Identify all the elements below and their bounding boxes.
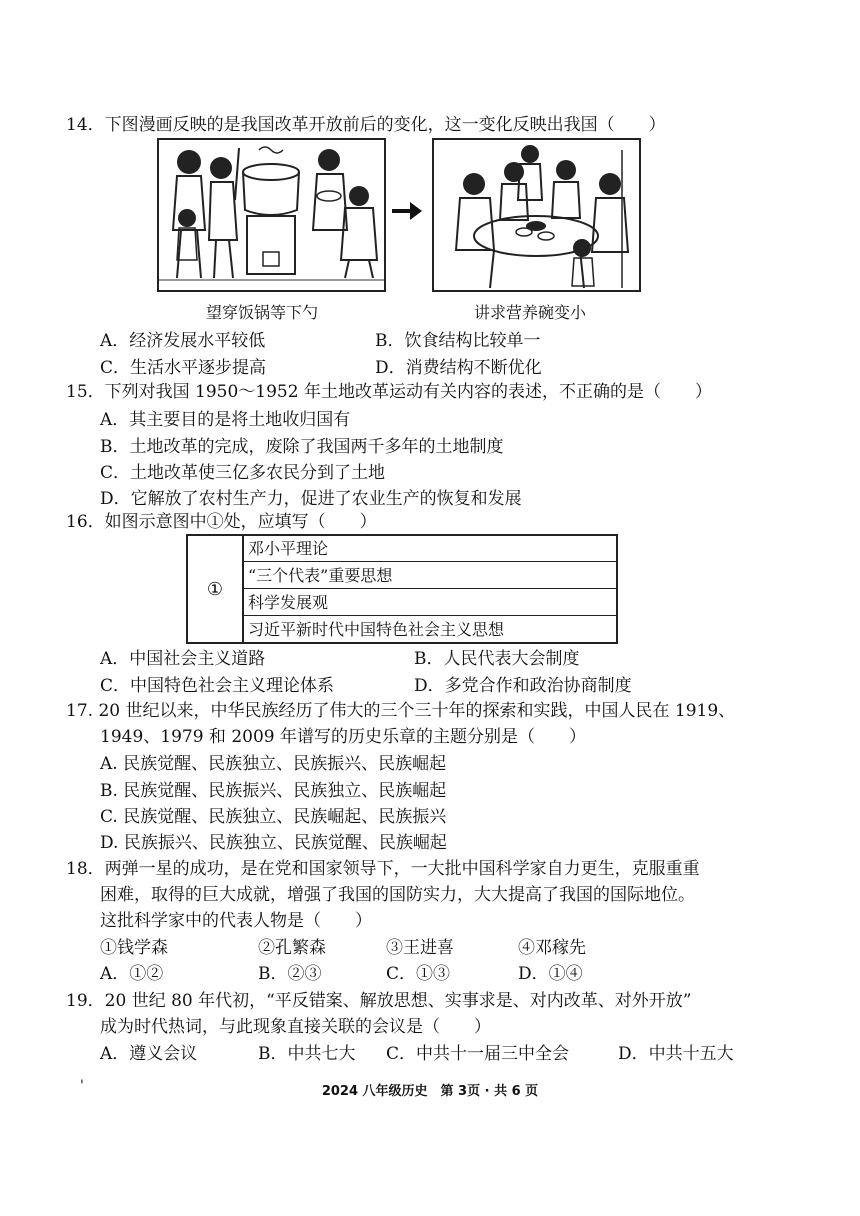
q18-option-b[interactable]: B．②③: [258, 964, 322, 984]
q15-option-a[interactable]: A．其主要目的是将土地收归国有: [100, 410, 351, 430]
q18-stem-line-3: 这批科学家中的代表人物是（ ）: [100, 911, 372, 931]
q18-item-4: ④邓稼先: [518, 938, 586, 958]
diagram-row: 习近平新时代中国特色社会主义思想: [248, 620, 505, 639]
q17-option-a[interactable]: A. 民族觉醒、民族独立、民族振兴、民族崛起: [100, 754, 447, 774]
q19-option-a[interactable]: A．遵义会议: [100, 1044, 198, 1064]
q14-option-d[interactable]: D．消费结构不断优化: [375, 358, 542, 378]
diagram-row: 邓小平理论: [244, 536, 616, 562]
q17-stem-line-2: 1949、1979 和 2009 年谱写的历史乐章的主题分别是（ ）: [100, 727, 587, 747]
q19-option-d[interactable]: D．中共十五大: [618, 1044, 734, 1064]
q17-option-b[interactable]: B. 民族觉醒、民族振兴、民族独立、民族崛起: [100, 781, 447, 801]
q15-option-c[interactable]: C．土地改革使三亿多农民分到了土地: [100, 463, 386, 483]
q18-stem-line-2: 困难，取得的巨大成就，增强了我国的国防实力，大大提高了我国的国际地位。: [100, 885, 695, 905]
q18-stem-line-1: 18．两弹一星的成功，是在党和国家领导下，一大批中国科学家自力更生，克服重重: [66, 859, 700, 879]
q19-stem-line-2: 成为时代热词，与此现象直接关联的会议是（ ）: [100, 1017, 491, 1037]
q18-option-c[interactable]: C．①③: [386, 964, 451, 984]
q14-option-c[interactable]: C．生活水平逐步提高: [100, 358, 267, 378]
q18-item-1: ①钱学森: [100, 938, 168, 958]
theory-diagram: [186, 534, 618, 644]
cartoon-before-image: [157, 138, 386, 292]
cartoon-caption-after: 讲求营养碗变小: [474, 303, 587, 322]
q17-option-d[interactable]: D. 民族振兴、民族独立、民族觉醒、民族崛起: [100, 833, 447, 853]
q18-item-2: ②孔繁森: [258, 938, 326, 958]
stray-mark: ': [80, 1078, 84, 1094]
q15-option-b[interactable]: B．土地改革的完成，废除了我国两千多年的土地制度: [100, 437, 504, 457]
diagram-blank-label: ①: [188, 536, 244, 642]
q16-option-c[interactable]: C．中国特色社会主义理论体系: [100, 676, 335, 696]
q19-stem-line-1: 19．20 世纪 80 年代初，“平反错案、解放思想、实事求是、对内改革、对外开放”: [66, 991, 692, 1011]
q17-stem-line-1: 17. 20 世纪以来，中华民族经历了伟大的三个三十年的探索和实践，中国人民在 1919、: [66, 701, 736, 721]
q19-option-c[interactable]: C．中共十一届三中全会: [386, 1044, 570, 1064]
q14-option-a[interactable]: A．经济发展水平较低: [100, 331, 266, 351]
cartoon-after-image: [432, 138, 641, 292]
page-footer: 2024 八年级历史 第 3页 · 共 6 页: [321, 1084, 539, 1099]
q15-option-d[interactable]: D．它解放了农村生产力，促进了农业生产的恢复和发展: [100, 489, 522, 509]
diagram-row: “三个代表”重要思想: [244, 563, 616, 589]
diagram-row: 科学发展观: [244, 590, 616, 616]
q19-option-b[interactable]: B．中共七大: [258, 1044, 356, 1064]
q14-stem: 14．下图漫画反映的是我国改革开放前后的变化，这一变化反映出我国（ ）: [66, 115, 666, 135]
q16-option-d[interactable]: D．多党合作和政治协商制度: [414, 676, 632, 696]
q18-option-d[interactable]: D．①④: [518, 964, 583, 984]
arrow-right-icon: [390, 200, 424, 226]
q16-option-a[interactable]: A．中国社会主义道路: [100, 649, 266, 669]
q17-option-c[interactable]: C. 民族觉醒、民族独立、民族崛起、民族振兴: [100, 807, 447, 827]
q18-item-3: ③王进喜: [386, 938, 454, 958]
q16-stem: 16．如图示意图中①处，应填写（ ）: [66, 512, 377, 532]
q15-stem: 15．下列对我国 1950～1952 年土地改革运动有关内容的表述，不正确的是（ ）: [66, 382, 712, 402]
q18-option-a[interactable]: A．①②: [100, 964, 164, 984]
q16-option-b[interactable]: B．人民代表大会制度: [414, 649, 580, 669]
cartoon-caption-before: 望穿饭锅等下勺: [206, 303, 319, 322]
q14-option-b[interactable]: B．饮食结构比较单一: [375, 331, 541, 351]
